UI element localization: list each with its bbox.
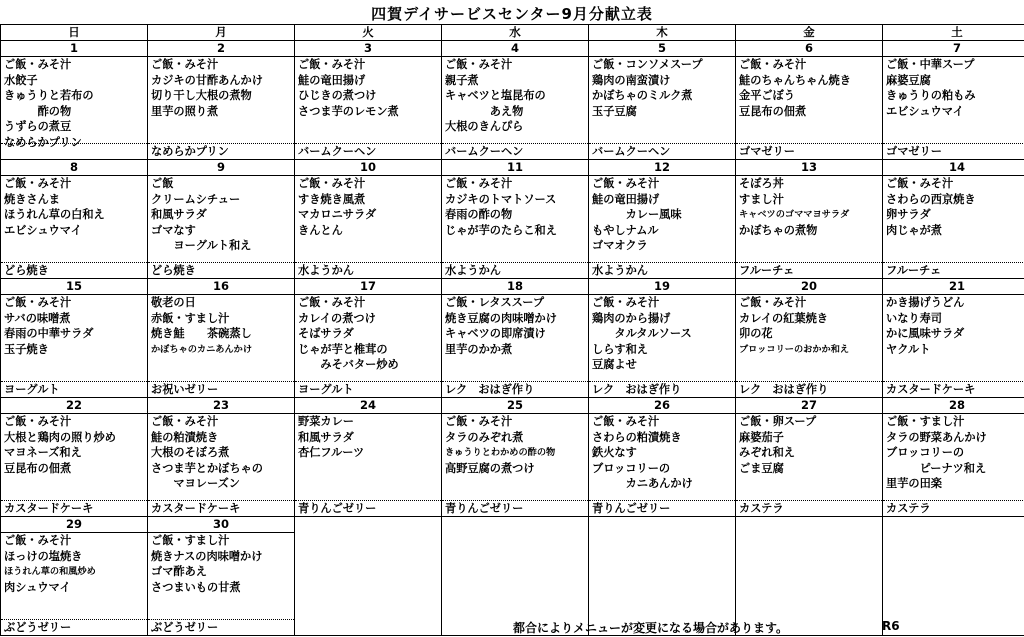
day-number: 21 [883,279,1024,295]
day-cell [295,41,442,160]
empty-day-body [295,517,441,635]
menu-item: ご飯・みそ汁 [445,415,513,428]
menu-item: ご飯・みそ汁 [4,296,72,309]
day-cell [736,398,883,517]
menu-item: そばサラダ [298,327,354,340]
menu-item: ゴマ酢あえ [151,565,207,578]
menu-calendar [0,24,1024,636]
menu-item: じゃが芋と椎茸の [298,342,388,356]
menu-items [736,57,882,143]
day-number: 30 [148,517,294,533]
day-number: 3 [295,41,441,57]
day-cell [883,398,1024,517]
menu-item: マヨネーズ和え [4,446,82,459]
day-number: 13 [736,160,882,176]
dessert-item: なめらかプリン [148,143,294,159]
menu-items [736,414,882,500]
menu-item: あえ物 [445,104,524,118]
menu-item: さつま芋とかぼちゃの [151,461,263,475]
menu-item: ピーナツ和え [886,461,987,475]
menu-items [295,414,441,500]
menu-item: 鉄火なす [592,446,637,459]
day-number: 25 [442,398,588,414]
day-cell [1,398,148,517]
footer-code: R6 [882,619,900,633]
dessert-item: レク おはぎ作り [736,381,882,397]
day-number: 10 [295,160,441,176]
day-cell [1,160,148,279]
day-number: 15 [1,279,147,295]
menu-item: じゃが芋のたらこ和え [445,223,557,237]
empty-day-body [589,517,735,635]
day-number: 23 [148,398,294,414]
day-number: 8 [1,160,147,176]
menu-items [589,295,735,381]
menu-item: タラのみぞれ煮 [445,430,524,444]
menu-item: 金平ごぼう [739,89,795,102]
menu-items [589,414,735,500]
menu-item [1,357,147,373]
menu-item: かき揚げうどん [886,296,965,309]
day-number: 12 [589,160,735,176]
menu-item [295,119,441,135]
menu-item: エビシュウマイ [886,104,964,118]
menu-item: みぞれ和え [739,446,795,459]
menu-item: ご飯・みそ汁 [739,296,807,309]
menu-item: 豆昆布の佃煮 [4,461,72,475]
menu-item: ご飯・みそ汁 [4,534,72,547]
dessert-item: どら焼き [148,262,294,278]
menu-item: きゅうりとわかめの酢の物 [445,447,556,458]
menu-item: 野菜カレー [298,415,354,428]
dessert-item: フルーチェ [883,262,1024,278]
menu-item: タラの野菜あんかけ [886,430,987,444]
day-cell [442,160,589,279]
menu-items [736,295,882,381]
menu-item [442,238,588,254]
menu-items [1,533,147,619]
menu-item [295,476,441,492]
menu-items [148,295,294,381]
menu-item: 親子煮 [445,73,479,87]
menu-item [883,119,1024,135]
menu-item: ご飯・みそ汁 [151,415,219,428]
menu-item: さわらの粕漬焼き [592,430,682,444]
menu-item: キャベツの即席漬け [445,327,546,340]
day-number: 5 [589,41,735,57]
menu-item [1,595,147,611]
menu-item: 卵サラダ [886,208,931,221]
day-number: 28 [883,398,1024,414]
day-number: 27 [736,398,882,414]
empty-day-cell [589,517,736,636]
day-number: 18 [442,279,588,295]
menu-item: ご飯・すまし汁 [151,534,230,547]
menu-item [736,238,882,254]
menu-item: ご飯・みそ汁 [298,296,366,309]
dessert-item: 青りんごゼリー [442,500,588,516]
menu-item: さつま芋のレモン煮 [298,104,399,118]
day-number: 17 [295,279,441,295]
empty-day-body [442,517,588,635]
menu-item [589,119,735,135]
menu-item: ご飯・みそ汁 [298,177,366,190]
menu-item: ご飯・中華スープ [886,58,975,71]
menu-item: もやしナムル [592,223,659,237]
menu-item: きゅうりの粕もみ [886,89,976,102]
menu-item: ご飯・みそ汁 [739,58,807,71]
menu-items [442,414,588,500]
menu-items [883,295,1024,381]
dessert-item: 水ようかん [442,262,588,278]
menu-item: カジキのトマトソース [445,192,557,206]
empty-day-cell [883,517,1024,636]
menu-items [148,176,294,262]
menu-item: ご飯・卵スープ [739,415,817,428]
day-cell [883,279,1024,398]
dessert-item: ヨーグルト [295,381,441,397]
week-row [1,279,1024,398]
menu-item: かぼちゃの煮物 [739,223,818,237]
menu-item: ご飯 [151,177,174,190]
menu-item: クリームシチュー [151,192,241,206]
menu-item: 焼きナスの肉味噌かけ [151,549,263,563]
menu-item [442,476,588,492]
day-number: 14 [883,160,1024,176]
menu-item: ブロッコリーの [886,446,965,459]
day-cell [295,279,442,398]
dessert-item: フルーチェ [736,262,882,278]
dessert-item: 青りんごゼリー [589,500,735,516]
menu-item: ご飯・みそ汁 [445,58,513,71]
menu-item: 鶏肉の南蛮漬け [592,73,671,87]
menu-item: 切り干し大根の煮物 [151,89,252,102]
day-number: 6 [736,41,882,57]
menu-item: かぼちゃのミルク煮 [592,89,693,102]
menu-item [883,238,1024,254]
menu-item: ブロッコリーのおかか和え [739,343,850,355]
footer-note: 都合によりメニューが変更になる場合があります。 [513,621,789,635]
menu-item: きんとん [298,223,343,237]
dessert-item: カスタードケーキ [1,500,147,516]
menu-item: ご飯・すまし汁 [886,415,965,428]
menu-item: タルタルソース [592,327,692,340]
dessert-item: ゴマゼリー [883,143,1024,159]
dessert-item: レク おはぎ作り [589,381,735,397]
dessert-item: カステラ [883,500,1024,516]
day-cell [883,160,1024,279]
page-title: 四賀デイサービスセンター9月分献立表 [371,5,653,23]
menu-items [442,295,588,381]
menu-item [1,238,147,254]
day-number: 19 [589,279,735,295]
weekday-header: 水 [442,25,589,41]
dessert-item: ぶどうゼリー [1,619,147,635]
menu-item: 鮭の粕漬焼き [151,430,219,444]
menu-item: カニあんかけ [592,477,693,490]
menu-items [589,176,735,262]
day-number: 1 [1,41,147,57]
menu-items [295,57,441,143]
day-number: 24 [295,398,441,414]
dessert-item: ぶどうゼリー [148,619,294,635]
dessert-item: バームクーヘン [295,143,441,159]
dessert-item: カスタードケーキ [148,500,294,516]
menu-items [295,295,441,381]
menu-item: 鶏肉のから揚げ [592,311,671,325]
menu-item: 大根のきんぴら [445,120,524,133]
menu-item [1,476,147,492]
menu-item: 和風サラダ [151,208,207,221]
week-row [1,398,1024,517]
menu-item: きゅうりと若布の [4,89,94,102]
day-number: 16 [148,279,294,295]
day-number: 4 [442,41,588,57]
day-cell [589,160,736,279]
dessert-item: バームクーヘン [589,143,735,159]
menu-item: 肉じゃが煮 [886,223,942,237]
weekday-header: 月 [148,25,295,41]
menu-items [589,57,735,143]
menu-item: ご飯・コンソメスープ [592,58,703,71]
menu-item: 大根のそぼろ煮 [151,446,230,459]
day-number: 26 [589,398,735,414]
empty-day-body [883,517,1024,635]
menu-item: ほうれん草の和風炒め [4,566,96,577]
menu-items [148,414,294,500]
menu-item: カレイの煮つけ [298,311,376,325]
menu-item: かに風味サラダ [886,327,965,340]
dessert-item: 水ようかん [589,262,735,278]
menu-item: ご飯・みそ汁 [151,58,219,71]
menu-item: 卯の花 [739,327,773,340]
menu-item: ゴマオクラ [592,239,648,252]
menu-item: 焼き豆腐の肉味噌かけ [445,311,557,325]
dessert-item: ゴマゼリー [736,143,882,159]
menu-item: 鮭の竜田揚げ [592,192,660,206]
menu-item: サバの味噌煮 [4,311,71,325]
menu-items [1,176,147,262]
menu-item: ゴマなす [151,223,196,237]
menu-items [148,57,294,143]
menu-items [295,176,441,262]
empty-day-cell [442,517,589,636]
menu-item: ご飯・レタススープ [445,296,545,309]
dessert-item: どら焼き [1,262,147,278]
empty-day-body [736,517,882,635]
day-cell [736,41,883,160]
menu-item: カレー風味 [592,208,682,221]
dessert-item: ヨーグルト [1,381,147,397]
empty-day-cell [295,517,442,636]
day-number: 7 [883,41,1024,57]
menu-items [883,414,1024,500]
day-cell [148,398,295,517]
menu-item [883,357,1024,373]
menu-item: キャベツと塩昆布の [445,89,546,102]
menu-item: なめらかプリン [4,135,82,149]
dessert-item: バームクーヘン [442,143,588,159]
menu-item: 豆腐よせ [592,358,637,371]
day-cell [148,279,295,398]
dessert-item: 水ようかん [295,262,441,278]
menu-item: みそバター炒め [298,358,399,371]
menu-item: ご飯・みそ汁 [592,296,660,309]
menu-item: しらす和え [592,342,648,356]
menu-items [148,533,294,619]
menu-item: ご飯・みそ汁 [445,177,513,190]
menu-item: 春雨の中華サラダ [4,327,94,340]
dessert-item: カスタードケーキ [883,381,1024,397]
menu-items [1,295,147,381]
menu-item: いなり寿司 [886,311,942,325]
menu-item: 焼き鮭 茶碗蒸し [151,327,252,340]
day-cell [883,41,1024,160]
menu-item: ブロッコリーの [592,461,671,475]
menu-item: 麻婆茄子 [739,430,784,444]
menu-item [736,476,882,492]
menu-item: ひじきの煮つけ [298,89,377,102]
day-number: 2 [148,41,294,57]
menu-item: ご飯・みそ汁 [886,177,954,190]
menu-item [148,357,294,373]
day-number: 20 [736,279,882,295]
dessert-item: お祝いゼリー [148,381,294,397]
menu-item: そぼろ丼 [739,177,784,190]
menu-item: かぼちゃのカニあんかけ [151,343,253,355]
weekday-header: 火 [295,25,442,41]
menu-item: すき焼き風煮 [298,192,366,206]
day-cell [442,41,589,160]
day-number: 9 [148,160,294,176]
menu-item: 高野豆腐の煮つけ [445,461,535,475]
menu-items [1,57,147,149]
menu-item: 杏仁フルーツ [298,446,365,459]
menu-item: さわらの西京焼き [886,192,976,206]
menu-item: 鮭のちゃんちゃん焼き [739,73,851,87]
menu-item: 玉子焼き [4,342,49,356]
menu-item: うずらの煮豆 [4,120,72,133]
dessert-item: 青りんごゼリー [295,500,441,516]
weekday-header: 木 [589,25,736,41]
day-cell [295,160,442,279]
day-cell [589,41,736,160]
menu-item [736,119,882,135]
day-cell [442,279,589,398]
day-cell [148,160,295,279]
week-row [1,160,1024,279]
day-number: 11 [442,160,588,176]
menu-item: 里芋の照り煮 [151,104,219,118]
menu-item: ヨーグルト和え [151,239,252,252]
menu-item: ごま豆腐 [739,461,784,475]
day-number: 29 [1,517,147,533]
menu-item: ヤクルト [886,342,931,356]
day-cell [589,398,736,517]
menu-item: カジキの甘酢あんかけ [151,73,263,87]
menu-item: 敬老の日 [151,296,196,309]
menu-item: 和風サラダ [298,430,354,444]
menu-item: カレイの紅葉焼き [739,311,828,325]
menu-item [148,119,294,135]
menu-item: ご飯・みそ汁 [4,58,72,71]
menu-item: 赤飯・すまし汁 [151,311,230,325]
menu-item: ほっけの塩焼き [4,549,83,563]
menu-item: さつまいもの甘煮 [151,580,241,594]
week-row [1,41,1024,160]
menu-items [442,176,588,262]
menu-item: エビシュウマイ [4,223,82,237]
menu-item: 春雨の酢の物 [445,208,513,221]
day-cell [736,160,883,279]
day-number: 22 [1,398,147,414]
dessert-item: カステラ [736,500,882,516]
menu-items [883,57,1024,143]
menu-item: ご飯・みそ汁 [592,177,660,190]
day-cell [1,41,148,160]
menu-item: 麻婆豆腐 [886,73,931,87]
menu-item [736,357,882,373]
day-cell [148,517,295,636]
menu-item [295,461,441,477]
menu-items [442,57,588,143]
week-row [1,517,1024,636]
menu-item: ほうれん草の白和え [4,208,105,221]
day-cell [148,41,295,160]
menu-item [148,595,294,611]
menu-item [442,357,588,373]
menu-item: 里芋のかか煮 [445,342,513,356]
day-cell [295,398,442,517]
day-cell [589,279,736,398]
menu-item: マヨレーズン [151,477,240,490]
menu-item: 酢の物 [4,104,72,118]
empty-day-cell [736,517,883,636]
menu-item: 肉シュウマイ [4,580,71,594]
menu-item: ご飯・みそ汁 [298,58,366,71]
dessert-item: レク おはぎ作り [442,381,588,397]
menu-item [295,238,441,254]
menu-item: ご飯・みそ汁 [592,415,660,428]
menu-items [1,414,147,500]
menu-item: ご飯・みそ汁 [4,415,72,428]
day-cell [1,517,148,636]
weekday-header: 金 [736,25,883,41]
menu-item: 豆昆布の佃煮 [739,104,807,118]
menu-item: すまし汁 [739,192,784,206]
menu-item: 水餃子 [4,73,38,87]
menu-item: ご飯・みそ汁 [4,177,72,190]
menu-item: 玉子豆腐 [592,104,637,118]
day-cell [1,279,148,398]
menu-item: 焼きさんま [4,192,60,206]
day-cell [442,398,589,517]
menu-item: 鮭の竜田揚げ [298,73,366,87]
weekday-header: 日 [1,25,148,41]
menu-item: 里芋の田楽 [886,477,942,490]
day-cell [736,279,883,398]
menu-items [736,176,882,262]
menu-item: 大根と鶏肉の照り炒め [4,430,116,444]
weekday-header: 土 [883,25,1024,41]
menu-item: キャベツのゴママヨサラダ [739,209,850,220]
menu-items [883,176,1024,262]
weekday-header-row [1,25,1024,41]
menu-item: マカロニサラダ [298,208,377,221]
